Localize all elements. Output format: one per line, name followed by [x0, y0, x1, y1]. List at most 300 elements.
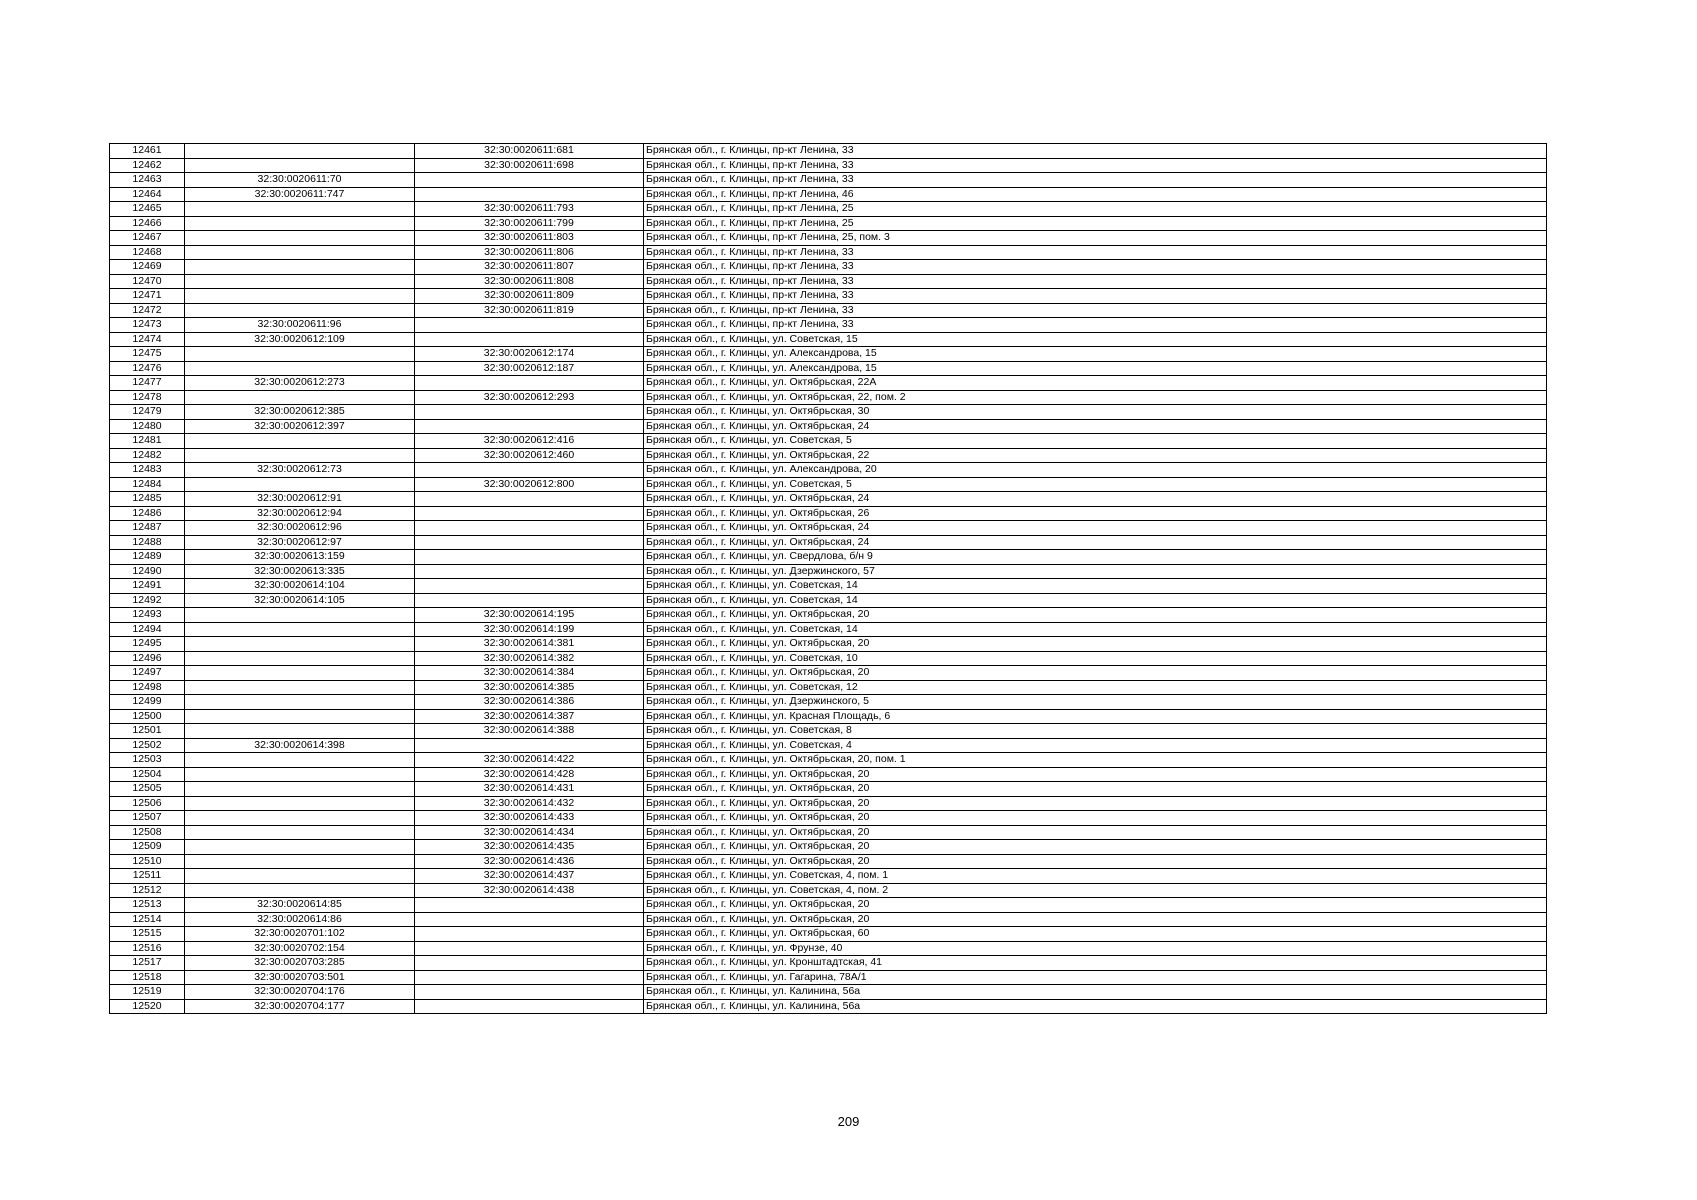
registry-table — [109, 143, 1547, 1014]
table-row — [110, 361, 1547, 376]
cadastral-number-alt-cell: 32:30:0020614:199 — [415, 622, 644, 637]
cadastral-number-alt-cell — [415, 506, 644, 521]
table-row — [110, 260, 1547, 275]
row-number-cell: 12470 — [110, 274, 185, 289]
cadastral-number-cell — [185, 477, 415, 492]
cadastral-number-alt-cell — [415, 738, 644, 753]
row-number-cell: 12499 — [110, 695, 185, 710]
cadastral-number-alt-cell: 32:30:0020614:384 — [415, 666, 644, 681]
table-row — [110, 985, 1547, 1000]
address-cell: Брянская обл., г. Клинцы, ул. Советская, 8 — [644, 724, 1547, 739]
cadastral-number-alt-cell — [415, 550, 644, 565]
table-row — [110, 970, 1547, 985]
cadastral-number-cell: 32:30:0020612:96 — [185, 521, 415, 536]
cadastral-number-cell: 32:30:0020612:397 — [185, 419, 415, 434]
cadastral-number-alt-cell — [415, 173, 644, 188]
table-row — [110, 318, 1547, 333]
address-cell: Брянская обл., г. Клинцы, пр-кт Ленина, 33 — [644, 245, 1547, 260]
table-row — [110, 622, 1547, 637]
row-number-cell: 12518 — [110, 970, 185, 985]
row-number-cell: 12491 — [110, 579, 185, 594]
table-row — [110, 477, 1547, 492]
row-number-cell: 12483 — [110, 463, 185, 478]
table-row — [110, 825, 1547, 840]
address-cell: Брянская обл., г. Клинцы, ул. Дзержинского, 57 — [644, 564, 1547, 579]
table-row — [110, 231, 1547, 246]
cadastral-number-cell — [185, 347, 415, 362]
row-number-cell: 12494 — [110, 622, 185, 637]
cadastral-number-alt-cell: 32:30:0020611:698 — [415, 158, 644, 173]
cadastral-number-alt-cell — [415, 405, 644, 420]
cadastral-number-alt-cell: 32:30:0020614:433 — [415, 811, 644, 826]
address-cell: Брянская обл., г. Клинцы, ул. Октябрьская, 24 — [644, 492, 1547, 507]
row-number-cell: 12493 — [110, 608, 185, 623]
cadastral-number-cell — [185, 854, 415, 869]
cadastral-number-alt-cell — [415, 579, 644, 594]
row-number-cell: 12484 — [110, 477, 185, 492]
row-number-cell: 12516 — [110, 941, 185, 956]
cadastral-number-alt-cell: 32:30:0020614:434 — [415, 825, 644, 840]
address-cell: Брянская обл., г. Клинцы, ул. Октябрьская, 24 — [644, 521, 1547, 536]
cadastral-number-alt-cell: 32:30:0020611:799 — [415, 216, 644, 231]
row-number-cell: 12465 — [110, 202, 185, 217]
row-number-cell: 12488 — [110, 535, 185, 550]
table-row — [110, 941, 1547, 956]
table-row — [110, 390, 1547, 405]
table-row — [110, 376, 1547, 391]
cadastral-number-cell: 32:30:0020701:102 — [185, 927, 415, 942]
row-number-cell: 12461 — [110, 144, 185, 159]
cadastral-number-alt-cell — [415, 463, 644, 478]
cadastral-number-cell — [185, 144, 415, 159]
cadastral-number-alt-cell: 32:30:0020614:431 — [415, 782, 644, 797]
cadastral-number-alt-cell: 32:30:0020614:428 — [415, 767, 644, 782]
row-number-cell: 12519 — [110, 985, 185, 1000]
table-row — [110, 535, 1547, 550]
cadastral-number-cell — [185, 390, 415, 405]
row-number-cell: 12505 — [110, 782, 185, 797]
cadastral-number-alt-cell: 32:30:0020614:437 — [415, 869, 644, 884]
address-cell: Брянская обл., г. Клинцы, ул. Октябрьская, 22А — [644, 376, 1547, 391]
address-cell: Брянская обл., г. Клинцы, ул. Октябрьская, 20 — [644, 608, 1547, 623]
table-row — [110, 637, 1547, 652]
address-cell: Брянская обл., г. Клинцы, ул. Октябрьская, 20 — [644, 666, 1547, 681]
row-number-cell: 12498 — [110, 680, 185, 695]
row-number-cell: 12517 — [110, 956, 185, 971]
address-cell: Брянская обл., г. Клинцы, ул. Октябрьская, 20 — [644, 637, 1547, 652]
table-row — [110, 492, 1547, 507]
cadastral-number-alt-cell: 32:30:0020611:807 — [415, 260, 644, 275]
row-number-cell: 12477 — [110, 376, 185, 391]
cadastral-number-cell: 32:30:0020614:85 — [185, 898, 415, 913]
cadastral-number-cell: 32:30:0020611:96 — [185, 318, 415, 333]
table-row — [110, 173, 1547, 188]
address-cell: Брянская обл., г. Клинцы, ул. Октябрьская, 24 — [644, 419, 1547, 434]
cadastral-number-cell: 32:30:0020702:154 — [185, 941, 415, 956]
table-row — [110, 869, 1547, 884]
cadastral-number-cell: 32:30:0020612:109 — [185, 332, 415, 347]
cadastral-number-alt-cell: 32:30:0020611:806 — [415, 245, 644, 260]
row-number-cell: 12476 — [110, 361, 185, 376]
cadastral-number-cell — [185, 883, 415, 898]
address-cell: Брянская обл., г. Клинцы, ул. Октябрьская, 60 — [644, 927, 1547, 942]
address-cell: Брянская обл., г. Клинцы, ул. Красная Площадь, 6 — [644, 709, 1547, 724]
cadastral-number-cell: 32:30:0020612:94 — [185, 506, 415, 521]
address-cell: Брянская обл., г. Клинцы, ул. Октябрьская, 20 — [644, 825, 1547, 840]
cadastral-number-cell: 32:30:0020612:73 — [185, 463, 415, 478]
table-row — [110, 796, 1547, 811]
cadastral-number-cell — [185, 666, 415, 681]
cadastral-number-alt-cell: 32:30:0020612:416 — [415, 434, 644, 449]
table-row — [110, 782, 1547, 797]
address-cell: Брянская обл., г. Клинцы, ул. Калинина, 56а — [644, 985, 1547, 1000]
cadastral-number-cell — [185, 753, 415, 768]
cadastral-number-cell: 32:30:0020613:159 — [185, 550, 415, 565]
table-row — [110, 303, 1547, 318]
row-number-cell: 12502 — [110, 738, 185, 753]
cadastral-number-cell — [185, 796, 415, 811]
address-cell: Брянская обл., г. Клинцы, ул. Фрунзе, 40 — [644, 941, 1547, 956]
cadastral-number-alt-cell — [415, 535, 644, 550]
row-number-cell: 12474 — [110, 332, 185, 347]
cadastral-number-alt-cell: 32:30:0020614:386 — [415, 695, 644, 710]
row-number-cell: 12480 — [110, 419, 185, 434]
row-number-cell: 12486 — [110, 506, 185, 521]
table-row — [110, 579, 1547, 594]
cadastral-number-alt-cell — [415, 419, 644, 434]
cadastral-number-alt-cell — [415, 492, 644, 507]
table-row — [110, 158, 1547, 173]
row-number-cell: 12506 — [110, 796, 185, 811]
address-cell: Брянская обл., г. Клинцы, пр-кт Ленина, 33 — [644, 289, 1547, 304]
table-row — [110, 550, 1547, 565]
address-cell: Брянская обл., г. Клинцы, пр-кт Ленина, 33 — [644, 274, 1547, 289]
address-cell: Брянская обл., г. Клинцы, ул. Советская, 14 — [644, 622, 1547, 637]
table-row — [110, 840, 1547, 855]
table-row — [110, 608, 1547, 623]
table-row — [110, 854, 1547, 869]
cadastral-number-cell — [185, 202, 415, 217]
row-number-cell: 12520 — [110, 999, 185, 1014]
row-number-cell: 12472 — [110, 303, 185, 318]
address-cell: Брянская обл., г. Клинцы, ул. Октябрьская, 20 — [644, 854, 1547, 869]
cadastral-number-alt-cell: 32:30:0020614:438 — [415, 883, 644, 898]
cadastral-number-alt-cell — [415, 187, 644, 202]
cadastral-number-alt-cell: 32:30:0020611:803 — [415, 231, 644, 246]
cadastral-number-alt-cell: 32:30:0020612:187 — [415, 361, 644, 376]
cadastral-number-cell: 32:30:0020611:70 — [185, 173, 415, 188]
cadastral-number-cell — [185, 825, 415, 840]
table-row — [110, 811, 1547, 826]
table-row — [110, 724, 1547, 739]
row-number-cell: 12468 — [110, 245, 185, 260]
table-row — [110, 202, 1547, 217]
cadastral-number-cell: 32:30:0020614:105 — [185, 593, 415, 608]
cadastral-number-cell — [185, 695, 415, 710]
cadastral-number-cell — [185, 869, 415, 884]
address-cell: Брянская обл., г. Клинцы, ул. Октябрьская, 24 — [644, 535, 1547, 550]
table-row — [110, 883, 1547, 898]
row-number-cell: 12497 — [110, 666, 185, 681]
address-cell: Брянская обл., г. Клинцы, ул. Советская, 12 — [644, 680, 1547, 695]
address-cell: Брянская обл., г. Клинцы, ул. Октябрьская, 20 — [644, 796, 1547, 811]
address-cell: Брянская обл., г. Клинцы, ул. Октябрьская, 22, пом. 2 — [644, 390, 1547, 405]
address-cell: Брянская обл., г. Клинцы, пр-кт Ленина, 33 — [644, 318, 1547, 333]
cadastral-number-alt-cell — [415, 985, 644, 1000]
table-row — [110, 593, 1547, 608]
table-row — [110, 767, 1547, 782]
cadastral-number-cell — [185, 782, 415, 797]
row-number-cell: 12513 — [110, 898, 185, 913]
table-row — [110, 274, 1547, 289]
table-row — [110, 289, 1547, 304]
cadastral-number-cell: 32:30:0020614:104 — [185, 579, 415, 594]
table-row — [110, 144, 1547, 159]
cadastral-number-cell — [185, 811, 415, 826]
row-number-cell: 12463 — [110, 173, 185, 188]
address-cell: Брянская обл., г. Клинцы, ул. Советская, 4 — [644, 738, 1547, 753]
cadastral-number-alt-cell: 32:30:0020614:387 — [415, 709, 644, 724]
table-row — [110, 463, 1547, 478]
address-cell: Брянская обл., г. Клинцы, пр-кт Ленина, 33 — [644, 158, 1547, 173]
table-row — [110, 680, 1547, 695]
row-number-cell: 12507 — [110, 811, 185, 826]
cadastral-number-alt-cell — [415, 564, 644, 579]
cadastral-number-alt-cell: 32:30:0020614:382 — [415, 651, 644, 666]
address-cell: Брянская обл., г. Клинцы, ул. Советская, 5 — [644, 434, 1547, 449]
cadastral-number-cell: 32:30:0020613:335 — [185, 564, 415, 579]
row-number-cell: 12508 — [110, 825, 185, 840]
cadastral-number-alt-cell: 32:30:0020614:195 — [415, 608, 644, 623]
row-number-cell: 12511 — [110, 869, 185, 884]
row-number-cell: 12475 — [110, 347, 185, 362]
table-row — [110, 695, 1547, 710]
address-cell: Брянская обл., г. Клинцы, ул. Советская, 14 — [644, 593, 1547, 608]
row-number-cell: 12500 — [110, 709, 185, 724]
address-cell: Брянская обл., г. Клинцы, ул. Октябрьская, 20 — [644, 811, 1547, 826]
row-number-cell: 12496 — [110, 651, 185, 666]
cadastral-number-cell — [185, 216, 415, 231]
row-number-cell: 12473 — [110, 318, 185, 333]
cadastral-number-alt-cell: 32:30:0020611:793 — [415, 202, 644, 217]
row-number-cell: 12490 — [110, 564, 185, 579]
table-row — [110, 927, 1547, 942]
address-cell: Брянская обл., г. Клинцы, ул. Калинина, 56а — [644, 999, 1547, 1014]
cadastral-number-alt-cell — [415, 376, 644, 391]
row-number-cell: 12495 — [110, 637, 185, 652]
address-cell: Брянская обл., г. Клинцы, ул. Октябрьская, 30 — [644, 405, 1547, 420]
cadastral-number-cell — [185, 840, 415, 855]
table-row — [110, 405, 1547, 420]
cadastral-number-cell — [185, 260, 415, 275]
address-cell: Брянская обл., г. Клинцы, ул. Октябрьская, 20, пом. 1 — [644, 753, 1547, 768]
table-row — [110, 332, 1547, 347]
cadastral-number-alt-cell — [415, 521, 644, 536]
cadastral-number-cell — [185, 289, 415, 304]
row-number-cell: 12471 — [110, 289, 185, 304]
cadastral-number-cell: 32:30:0020612:385 — [185, 405, 415, 420]
table-row — [110, 898, 1547, 913]
address-cell: Брянская обл., г. Клинцы, пр-кт Ленина, 46 — [644, 187, 1547, 202]
row-number-cell: 12469 — [110, 260, 185, 275]
row-number-cell: 12464 — [110, 187, 185, 202]
cadastral-number-cell — [185, 608, 415, 623]
cadastral-number-cell — [185, 231, 415, 246]
address-cell: Брянская обл., г. Клинцы, ул. Октябрьская, 20 — [644, 767, 1547, 782]
row-number-cell: 12515 — [110, 927, 185, 942]
address-cell: Брянская обл., г. Клинцы, ул. Советская, 14 — [644, 579, 1547, 594]
row-number-cell: 12482 — [110, 448, 185, 463]
cadastral-number-alt-cell: 32:30:0020612:460 — [415, 448, 644, 463]
address-cell: Брянская обл., г. Клинцы, пр-кт Ленина, 25 — [644, 202, 1547, 217]
page-number: 209 — [837, 1114, 860, 1129]
cadastral-number-cell — [185, 622, 415, 637]
row-number-cell: 12509 — [110, 840, 185, 855]
address-cell: Брянская обл., г. Клинцы, ул. Советская, 4, пом. 1 — [644, 869, 1547, 884]
cadastral-number-cell: 32:30:0020703:501 — [185, 970, 415, 985]
row-number-cell: 12462 — [110, 158, 185, 173]
address-cell: Брянская обл., г. Клинцы, ул. Александрова, 15 — [644, 361, 1547, 376]
address-cell: Брянская обл., г. Клинцы, ул. Александрова, 20 — [644, 463, 1547, 478]
address-cell: Брянская обл., г. Клинцы, ул. Советская, 5 — [644, 477, 1547, 492]
cadastral-number-cell — [185, 158, 415, 173]
row-number-cell: 12481 — [110, 434, 185, 449]
cadastral-number-cell — [185, 724, 415, 739]
cadastral-number-alt-cell: 32:30:0020614:388 — [415, 724, 644, 739]
table-row — [110, 912, 1547, 927]
cadastral-number-cell — [185, 448, 415, 463]
row-number-cell: 12487 — [110, 521, 185, 536]
cadastral-number-alt-cell: 32:30:0020611:681 — [415, 144, 644, 159]
address-cell: Брянская обл., г. Клинцы, ул. Гагарина, 78А/1 — [644, 970, 1547, 985]
cadastral-number-cell: 32:30:0020611:747 — [185, 187, 415, 202]
table-row — [110, 709, 1547, 724]
table-row — [110, 999, 1547, 1014]
address-cell: Брянская обл., г. Клинцы, пр-кт Ленина, 25 — [644, 216, 1547, 231]
cadastral-number-cell — [185, 680, 415, 695]
cadastral-number-alt-cell: 32:30:0020614:381 — [415, 637, 644, 652]
cadastral-number-cell: 32:30:0020703:285 — [185, 956, 415, 971]
cadastral-number-alt-cell — [415, 593, 644, 608]
cadastral-number-alt-cell: 32:30:0020612:293 — [415, 390, 644, 405]
address-cell: Брянская обл., г. Клинцы, ул. Октябрьская, 20 — [644, 898, 1547, 913]
address-cell: Брянская обл., г. Клинцы, ул. Советская, 10 — [644, 651, 1547, 666]
address-cell: Брянская обл., г. Клинцы, ул. Александрова, 15 — [644, 347, 1547, 362]
cadastral-number-alt-cell — [415, 318, 644, 333]
cadastral-number-cell — [185, 651, 415, 666]
cadastral-number-cell: 32:30:0020612:91 — [185, 492, 415, 507]
cadastral-number-alt-cell — [415, 898, 644, 913]
address-cell: Брянская обл., г. Клинцы, пр-кт Ленина, 25, пом. 3 — [644, 231, 1547, 246]
cadastral-number-cell: 32:30:0020704:176 — [185, 985, 415, 1000]
cadastral-number-alt-cell: 32:30:0020612:174 — [415, 347, 644, 362]
address-cell: Брянская обл., г. Клинцы, ул. Свердлова, б/н 9 — [644, 550, 1547, 565]
cadastral-number-cell — [185, 361, 415, 376]
cadastral-number-cell — [185, 303, 415, 318]
cadastral-number-cell: 32:30:0020614:398 — [185, 738, 415, 753]
address-cell: Брянская обл., г. Клинцы, ул. Советская, 4, пом. 2 — [644, 883, 1547, 898]
address-cell: Брянская обл., г. Клинцы, ул. Дзержинского, 5 — [644, 695, 1547, 710]
address-cell: Брянская обл., г. Клинцы, пр-кт Ленина, 33 — [644, 173, 1547, 188]
cadastral-number-alt-cell — [415, 956, 644, 971]
cadastral-number-cell: 32:30:0020612:273 — [185, 376, 415, 391]
cadastral-number-alt-cell: 32:30:0020614:422 — [415, 753, 644, 768]
cadastral-number-cell: 32:30:0020612:97 — [185, 535, 415, 550]
cadastral-number-alt-cell — [415, 332, 644, 347]
table-row — [110, 956, 1547, 971]
address-cell: Брянская обл., г. Клинцы, ул. Октябрьская, 20 — [644, 840, 1547, 855]
row-number-cell: 12492 — [110, 593, 185, 608]
table-row — [110, 448, 1547, 463]
table-row — [110, 753, 1547, 768]
table-row — [110, 187, 1547, 202]
row-number-cell: 12478 — [110, 390, 185, 405]
cadastral-number-alt-cell: 32:30:0020614:435 — [415, 840, 644, 855]
cadastral-number-cell — [185, 434, 415, 449]
cadastral-number-cell — [185, 245, 415, 260]
cadastral-number-alt-cell — [415, 941, 644, 956]
table-row — [110, 738, 1547, 753]
cadastral-number-alt-cell: 32:30:0020611:808 — [415, 274, 644, 289]
table-row — [110, 666, 1547, 681]
cadastral-number-cell — [185, 767, 415, 782]
table-row — [110, 651, 1547, 666]
row-number-cell: 12512 — [110, 883, 185, 898]
address-cell: Брянская обл., г. Клинцы, ул. Октябрьская, 20 — [644, 912, 1547, 927]
address-cell: Брянская обл., г. Клинцы, пр-кт Ленина, 33 — [644, 260, 1547, 275]
cadastral-number-cell: 32:30:0020614:86 — [185, 912, 415, 927]
address-cell: Брянская обл., г. Клинцы, ул. Кронштадтская, 41 — [644, 956, 1547, 971]
address-cell: Брянская обл., г. Клинцы, пр-кт Ленина, 33 — [644, 303, 1547, 318]
cadastral-number-alt-cell — [415, 999, 644, 1014]
cadastral-number-alt-cell — [415, 912, 644, 927]
cadastral-number-alt-cell: 32:30:0020614:385 — [415, 680, 644, 695]
cadastral-number-cell: 32:30:0020704:177 — [185, 999, 415, 1014]
table-row — [110, 434, 1547, 449]
cadastral-number-alt-cell — [415, 970, 644, 985]
table-row — [110, 506, 1547, 521]
table-row — [110, 245, 1547, 260]
table-row — [110, 347, 1547, 362]
row-number-cell: 12504 — [110, 767, 185, 782]
cadastral-number-alt-cell: 32:30:0020611:809 — [415, 289, 644, 304]
table-row — [110, 216, 1547, 231]
address-cell: Брянская обл., г. Клинцы, пр-кт Ленина, 33 — [644, 144, 1547, 159]
address-cell: Брянская обл., г. Клинцы, ул. Октябрьская, 20 — [644, 782, 1547, 797]
row-number-cell: 12489 — [110, 550, 185, 565]
table-row — [110, 564, 1547, 579]
cadastral-number-cell — [185, 709, 415, 724]
registry-table-body — [110, 144, 1547, 1014]
row-number-cell: 12466 — [110, 216, 185, 231]
row-number-cell: 12467 — [110, 231, 185, 246]
table-row — [110, 419, 1547, 434]
address-cell: Брянская обл., г. Клинцы, ул. Октябрьская, 22 — [644, 448, 1547, 463]
cadastral-number-alt-cell: 32:30:0020614:432 — [415, 796, 644, 811]
cadastral-number-alt-cell: 32:30:0020612:800 — [415, 477, 644, 492]
cadastral-number-cell — [185, 274, 415, 289]
address-cell: Брянская обл., г. Клинцы, ул. Советская, 15 — [644, 332, 1547, 347]
row-number-cell: 12501 — [110, 724, 185, 739]
row-number-cell: 12514 — [110, 912, 185, 927]
table-row — [110, 521, 1547, 536]
cadastral-number-alt-cell — [415, 927, 644, 942]
row-number-cell: 12510 — [110, 854, 185, 869]
row-number-cell: 12485 — [110, 492, 185, 507]
cadastral-number-cell — [185, 637, 415, 652]
cadastral-number-alt-cell: 32:30:0020614:436 — [415, 854, 644, 869]
address-cell: Брянская обл., г. Клинцы, ул. Октябрьская, 26 — [644, 506, 1547, 521]
